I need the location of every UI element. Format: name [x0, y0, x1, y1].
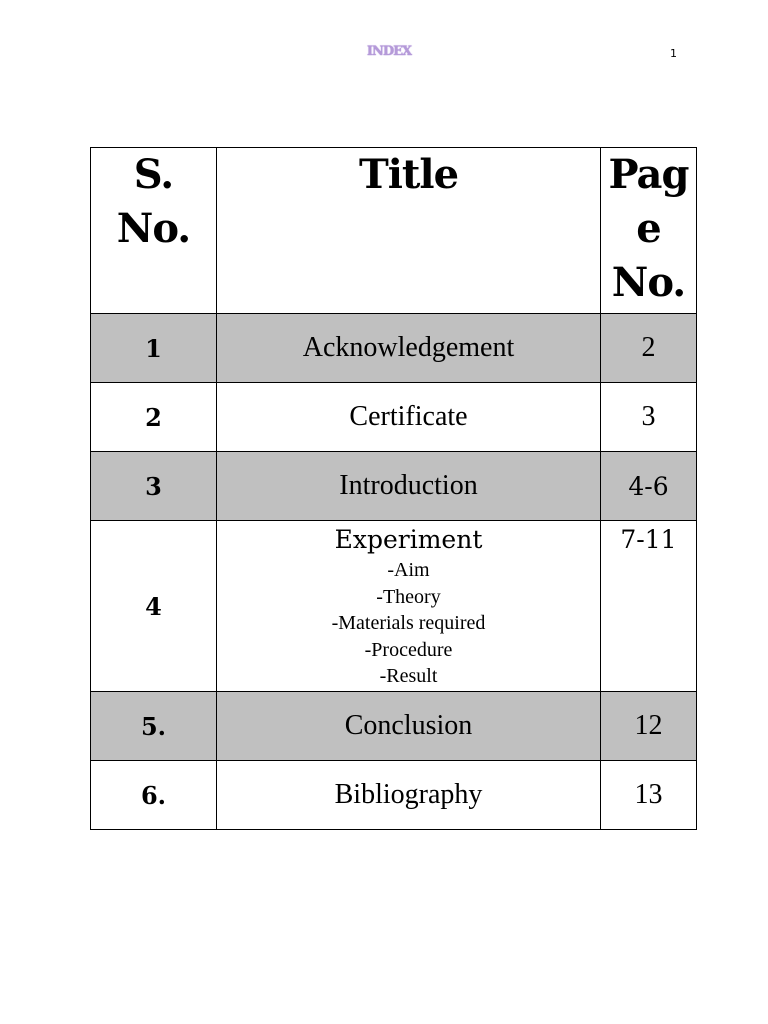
experiment-title: Experiment [334, 525, 483, 554]
table-row [91, 521, 697, 692]
header-page-no [601, 148, 697, 314]
subitem-theory: -Theory [376, 585, 441, 608]
row-sno: 2 [91, 383, 217, 452]
subitem-materials: -Materials required [331, 612, 486, 634]
subitem-aim: -Aim [387, 559, 430, 581]
row-title: Acknowledgement [217, 314, 601, 383]
row-sno: 6. [91, 761, 217, 830]
table-row [91, 314, 697, 383]
row-title: Conclusion [217, 692, 601, 761]
header-page-line-1: Pag [608, 151, 689, 198]
row-page: 4-6 [601, 452, 697, 521]
row-page: 7-11 [601, 521, 697, 692]
row-page: 2 [601, 314, 697, 383]
header-page-line-3: No. [611, 259, 686, 306]
page-number: 1 [670, 47, 677, 60]
table-row [91, 761, 697, 830]
index-table [90, 147, 697, 830]
subitem-result: -Result [379, 665, 438, 687]
row-page: 3 [601, 383, 697, 452]
row-sno: 3 [91, 452, 217, 521]
header-page-line-2: e [636, 205, 661, 252]
row-page: 12 [601, 692, 697, 761]
row-sno: 4 [91, 521, 217, 692]
table-header-row [91, 148, 697, 314]
table-row [91, 452, 697, 521]
row-title: Certificate [217, 383, 601, 452]
table-row [91, 383, 697, 452]
row-title: Introduction [217, 452, 601, 521]
row-title: Bibliography [217, 761, 601, 830]
table-row [91, 692, 697, 761]
row-title [217, 521, 601, 692]
row-page: 13 [601, 761, 697, 830]
index-logo: INDEX [366, 44, 412, 59]
row-sno: 5. [91, 692, 217, 761]
header-sno: S. No. [91, 148, 217, 314]
subitem-procedure: -Procedure [364, 638, 453, 661]
row-sno: 1 [91, 314, 217, 383]
header-title: Title [217, 148, 601, 314]
